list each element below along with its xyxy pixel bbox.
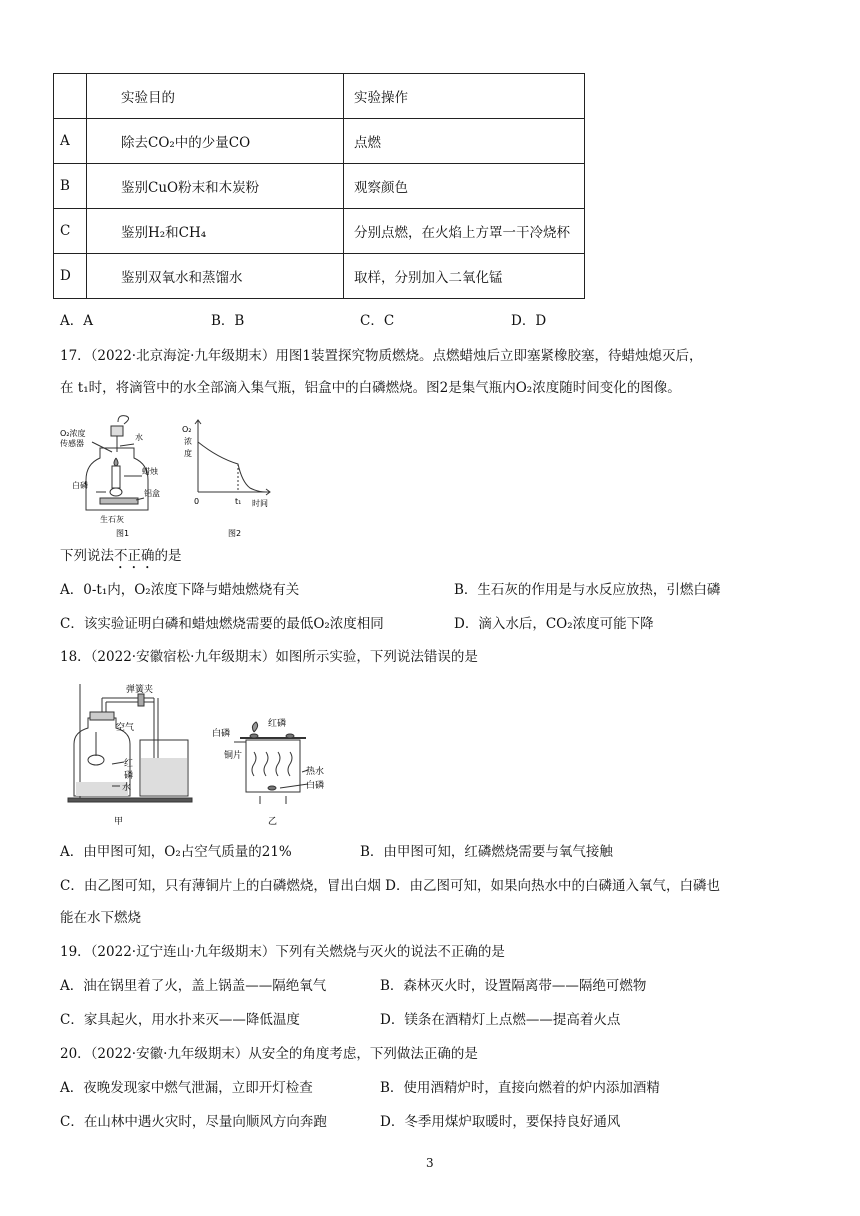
q17-question: [60, 546, 182, 572]
q20-option-c: C．在山林中遇火灾时，尽量向顺风方向奔跑: [60, 1114, 327, 1130]
q17-figure-2: [178, 412, 278, 540]
table-header-operation: 实验操作: [344, 74, 585, 119]
label-white-phosphorus: 白磷: [212, 729, 231, 739]
question-emphasis: 不正确: [114, 548, 155, 564]
row-label: D: [54, 254, 87, 299]
row-purpose: 除去CO₂中的少量CO: [87, 119, 344, 164]
label-clamp: 弹簧夹: [126, 685, 154, 695]
table-row: [54, 209, 585, 254]
row-operation: 取样，分别加入二氧化锰: [344, 254, 585, 299]
table-row: [54, 119, 585, 164]
q17-option-d: D．滴入水后，CO₂浓度可能下降: [454, 616, 654, 632]
row-purpose: 鉴别CuO粉末和木炭粉: [87, 164, 344, 209]
figure-2-caption: 图2: [228, 529, 242, 538]
q17-figure-1: [58, 412, 178, 540]
q18-figure-jia: [66, 682, 196, 828]
axis-y-label-2: 浓: [184, 437, 192, 446]
figure-jia-caption: 甲: [114, 817, 124, 827]
q18-option-a: A．由甲图可知，O₂占空气质量的21%: [60, 844, 292, 860]
label-white-phosphorus-2: 白磷: [306, 781, 325, 791]
q18-option-d-cont: 能在水下燃烧: [60, 910, 141, 926]
table-row: [54, 254, 585, 299]
table-cell: [54, 74, 87, 119]
row-purpose: 鉴别双氧水和蒸馏水: [87, 254, 344, 299]
q18-option-c-d: C．由乙图可知，只有薄铜片上的白磷燃烧，冒出白烟 D．由乙图可知，如果向热水中的白磷通入氧气，白磷也: [60, 878, 720, 894]
q20-option-d: D．冬季用煤炉取暖时，要保持良好通风: [380, 1114, 621, 1130]
q17-option-c: C．该实验证明白磷和蜡烛燃烧需要的最低O₂浓度相同: [60, 616, 384, 632]
q18-figure-yi: [210, 712, 340, 828]
q16-option-a: A．A: [60, 313, 93, 329]
label-hot-water: 热水: [306, 767, 325, 777]
q16-option-d: D．D: [511, 313, 547, 329]
label-white-phosphorus: 白磷: [72, 481, 88, 490]
label-red-1: 红: [124, 759, 134, 769]
label-water: 水: [122, 783, 132, 793]
question-pre: 下列说法: [60, 548, 114, 564]
row-operation: 观察颜色: [344, 164, 585, 209]
q19-option-c: C．家具起火，用水扑来灭——降低温度: [60, 1012, 300, 1028]
q20-option-a: A．夜晚发现家中燃气泄漏，立即开灯检查: [60, 1080, 313, 1096]
label-red-phosphorus: 红磷: [268, 719, 287, 729]
label-water: 水: [135, 433, 143, 442]
q17-option-b: B．生石灰的作用是与水反应放热，引燃白磷: [454, 582, 721, 598]
q20-option-b: B．使用酒精炉时，直接向燃着的炉内添加酒精: [380, 1080, 660, 1096]
axis-x-label: 时间: [252, 499, 268, 508]
q19-option-d: D．镁条在酒精灯上点燃——提高着火点: [380, 1012, 621, 1028]
row-operation: 分别点燃，在火焰上方罩一干冷烧杯: [344, 209, 585, 254]
label-candle: 蜡烛: [142, 467, 158, 476]
axis-t1: t₁: [235, 497, 242, 506]
label-sensor-2: 传感器: [60, 439, 84, 448]
label-sensor: O₂浓度: [60, 429, 86, 438]
label-air: 空气: [116, 723, 135, 733]
label-quicklime: 生石灰: [100, 515, 124, 524]
q19-stem: 19．（2022·辽宁连山·九年级期末）下列有关燃烧与灭火的说法不正确的是: [60, 944, 505, 960]
axis-origin: 0: [194, 497, 200, 506]
row-operation: 点燃: [344, 119, 585, 164]
label-aluminum-box: 铝盒: [144, 489, 160, 498]
q17-stem-line1: 17．（2022·北京海淀·九年级期末）用图1装置探究物质燃烧。点燃蜡烛后立即塞紧橡胶塞，待蜡烛熄灭后，: [60, 348, 703, 364]
label-copper-sheet: 铜片: [224, 751, 243, 761]
q18-stem: 18．（2022·安徽宿松·九年级期末）如图所示实验，下列说法错误的是: [60, 649, 478, 665]
q16-option-b: B．B: [211, 313, 245, 329]
table-row: [54, 164, 585, 209]
q18-option-b: B．由甲图可知，红磷燃烧需要与氧气接触: [360, 844, 613, 860]
table-row: [54, 74, 585, 119]
figure-1-caption: 图1: [116, 529, 130, 538]
q16-option-c: C．C: [360, 313, 395, 329]
figure-yi-caption: 乙: [268, 817, 278, 827]
axis-y-label-3: 度: [184, 449, 192, 458]
question-post: 的是: [154, 548, 182, 564]
q20-stem: 20．（2022·安徽·九年级期末）从安全的角度考虑，下列做法正确的是: [60, 1046, 478, 1062]
axis-y-label-1: O₂: [182, 425, 192, 434]
page-number: 3: [426, 1156, 434, 1170]
q19-option-a: A．油在锅里着了火，盖上锅盖——隔绝氧气: [60, 978, 327, 994]
row-purpose: 鉴别H₂和CH₄: [87, 209, 344, 254]
row-label: B: [54, 164, 87, 209]
q19-option-b: B．森林灭火时，设置隔离带——隔绝可燃物: [380, 978, 647, 994]
label-red-2: 磷: [124, 771, 134, 781]
q17-option-a: A．0-t₁内，O₂浓度下降与蜡烛燃烧有关: [60, 582, 300, 598]
q16-table: [53, 73, 585, 299]
q17-stem-line2: 在 t₁时，将滴管中的水全部滴入集气瓶，铝盒中的白磷燃烧。图2是集气瓶内O₂浓度随时间变化的图像。: [60, 380, 681, 396]
row-label: A: [54, 119, 87, 164]
row-label: C: [54, 209, 87, 254]
table-header-purpose: 实验目的: [87, 74, 344, 119]
